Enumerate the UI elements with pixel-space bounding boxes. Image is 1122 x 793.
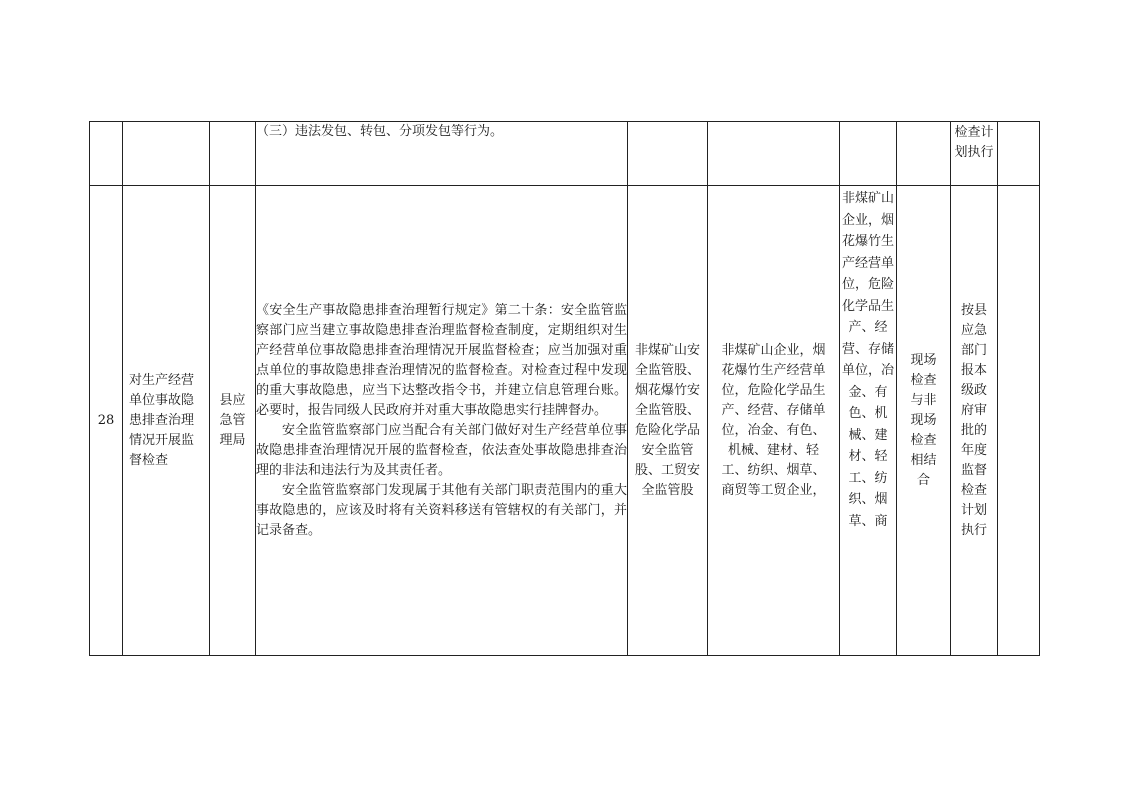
basis-paragraph: 安全监管监察部门应当配合有关部门做好对生产经营单位事故隐患排查治理情况开展的监督检查，依法查处事故隐患排查治理的非法和违法行为及其责任者。 xyxy=(256,422,627,478)
inspection-plan-cell: 按县应急部门报本级政府审批的年度监督检查计划执行 xyxy=(951,186,998,656)
inspection-targets-cell: 非煤矿山企业，烟花爆竹生产经营单位，危险化学品生产、经营、存储单位，冶金、有色、机械、建材、轻工、纺织、烟草、商贸等工贸企业， xyxy=(708,186,840,656)
inspection-objects-cell xyxy=(840,122,897,186)
inspection-item-cell: 对生产经营单位事故隐患排查治理情况开展监督检查 xyxy=(123,186,210,656)
table-row xyxy=(90,122,1040,186)
inspection-objects-cell xyxy=(840,186,897,656)
table-row xyxy=(90,186,1040,656)
responsible-division-cell xyxy=(628,122,708,186)
department-cell xyxy=(210,122,256,186)
department-cell: 县应急管理局 xyxy=(210,186,256,656)
inspection-method-cell xyxy=(897,122,951,186)
basis-paragraph: 安全监管监察部门发现属于其他有关部门职责范围内的重大事故隐患的，应该及时将有关资料移送有管辖权的有关部门，并记录备查。 xyxy=(256,482,627,538)
inspection-targets-cell xyxy=(708,122,840,186)
inspection-table xyxy=(89,121,1040,656)
basis-paragraph: （三）违法发包、转包、分项发包等行为。 xyxy=(256,124,504,139)
note-cell xyxy=(998,122,1040,186)
inspection-item-cell xyxy=(123,122,210,186)
legal-basis-cell xyxy=(256,122,628,186)
inspection-method-cell: 现场检查与非现场检查相结合 xyxy=(897,186,951,656)
note-cell xyxy=(998,186,1040,656)
row-number-cell: 28 xyxy=(90,186,123,656)
legal-basis-cell xyxy=(256,186,628,656)
basis-paragraph: 《安全生产事故隐患排查治理暂行规定》第二十条：安全监管监察部门应当建立事故隐患排查治理监督检查制度，定期组织对生产经营单位事故隐患排查治理情况开展监督检查；应当加强对重点单位的事故隐患排查治理情况的监督检查。对检查过程中发现的重大事故隐患，应当下达整改指令书，并建立信息管理台账。必要时，报告同级人民政府并对重大事故隐患实行挂牌督办。 xyxy=(256,302,627,418)
inspection-plan-cell: 检查计划执行 xyxy=(951,122,998,186)
responsible-division-cell: 非煤矿山安全监管股、烟花爆竹安全监管股、危险化学品安全监管股、工贸安全监管股 xyxy=(628,186,708,656)
inspection-objects-text: 非煤矿山企业，烟花爆竹生产经营单位，危险化学品生产、经营、存储单位，冶金、有色、机械、建材、轻工、纺织、烟草、商 xyxy=(842,191,895,529)
row-number-cell xyxy=(90,122,123,186)
